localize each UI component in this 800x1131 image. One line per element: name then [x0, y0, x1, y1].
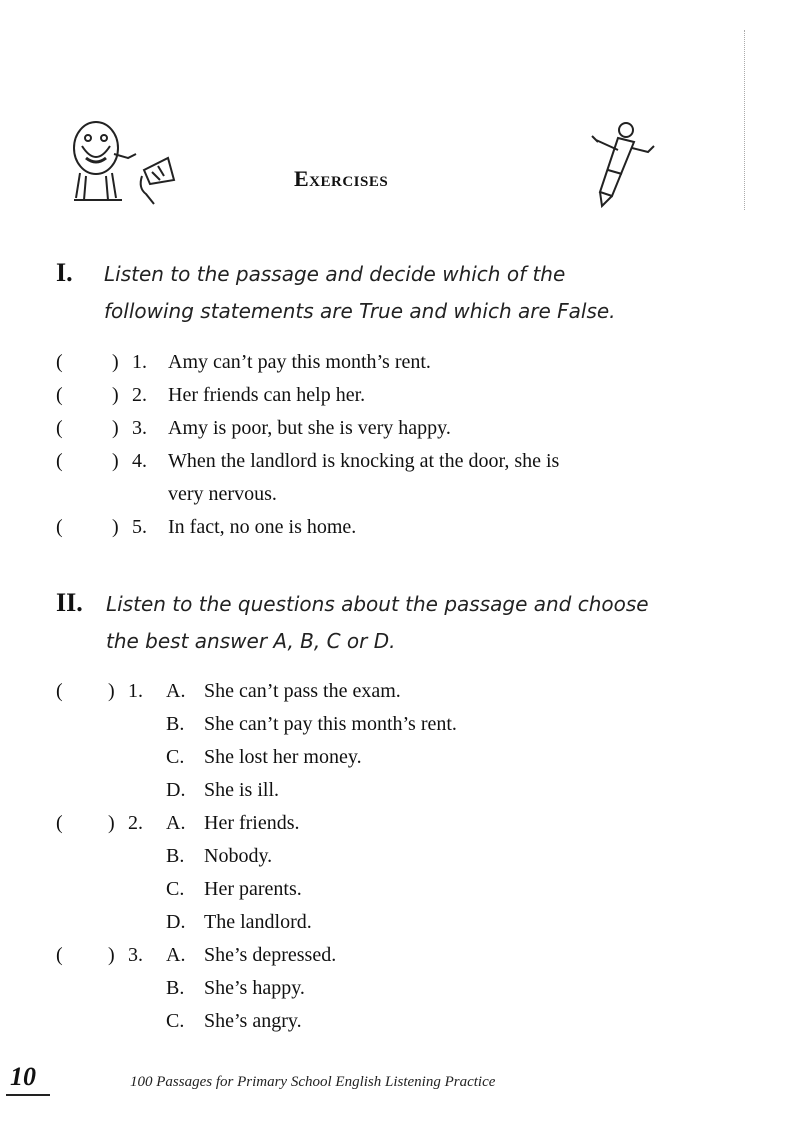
option-text: She can’t pass the exam. — [204, 680, 401, 702]
answer-blank[interactable]: ( — [56, 812, 63, 834]
page-title: Exercises — [294, 166, 389, 191]
option-text: Nobody. — [204, 845, 273, 867]
question-number: 3. — [128, 944, 143, 966]
option-text: Her parents. — [204, 878, 302, 900]
item-number: 1. — [132, 351, 147, 373]
item-text: Amy is poor, but she is very happy. — [168, 417, 451, 439]
option-text: The landlord. — [204, 911, 312, 933]
section1-instruction-line1: Listen to the passage and decide which of the — [104, 262, 566, 286]
section1-number: I. — [56, 258, 73, 287]
option-text: She can’t pay this month’s rent. — [204, 713, 457, 735]
answer-blank-close: ) — [112, 417, 119, 439]
option-text: She is ill. — [204, 779, 280, 801]
option-letter: A. — [166, 680, 186, 702]
item-number: 5. — [132, 516, 147, 538]
answer-blank[interactable]: ( — [56, 384, 63, 406]
option-letter: C. — [166, 1010, 185, 1032]
item-number: 3. — [132, 417, 147, 439]
answer-blank-close: ) — [112, 384, 119, 406]
item-text: Her friends can help her. — [168, 384, 366, 406]
item-text: Amy can’t pay this month’s rent. — [168, 351, 431, 373]
item-number: 2. — [132, 384, 147, 406]
answer-blank-close: ) — [112, 450, 119, 472]
item-text: In fact, no one is home. — [168, 516, 357, 538]
section2-instruction — [106, 586, 649, 660]
option-letter: D. — [166, 911, 186, 933]
section2-number: II. — [56, 588, 83, 617]
question-number: 1. — [128, 680, 143, 702]
option-text: She’s angry. — [204, 1010, 302, 1032]
section2-instruction-line2: the best answer A, B, C or D. — [106, 629, 396, 653]
answer-blank[interactable]: ( — [56, 516, 63, 538]
scan-edge-mark — [744, 30, 748, 210]
option-text: She lost her money. — [204, 746, 362, 768]
question-number: 2. — [128, 812, 143, 834]
option-text: She’s happy. — [204, 977, 305, 999]
option-letter: C. — [166, 746, 185, 768]
answer-blank[interactable]: ( — [56, 351, 63, 373]
pencil-cartoon-icon — [588, 120, 658, 208]
answer-blank[interactable]: ( — [56, 450, 63, 472]
answer-blank-close: ) — [108, 812, 115, 834]
page-number: 10 — [10, 1062, 36, 1091]
answer-blank-close: ) — [108, 680, 115, 702]
book-title: 100 Passages for Primary School English Listening Practice — [130, 1074, 496, 1090]
section1-instruction — [104, 256, 616, 330]
item-text-continued: very nervous. — [168, 483, 277, 505]
option-letter: D. — [166, 779, 186, 801]
item-number: 4. — [132, 450, 147, 472]
answer-blank[interactable]: ( — [56, 417, 63, 439]
option-letter: A. — [166, 812, 186, 834]
answer-blank[interactable]: ( — [56, 944, 63, 966]
speaker-cartoon-icon — [66, 118, 184, 208]
option-letter: B. — [166, 977, 185, 999]
page-number-underline — [6, 1094, 50, 1096]
option-letter: B. — [166, 845, 185, 867]
item-text: When the landlord is knocking at the door, she is — [168, 450, 560, 472]
section1-instruction-line2: following statements are True and which are False. — [104, 299, 616, 323]
option-letter: A. — [166, 944, 186, 966]
answer-blank-close: ) — [108, 944, 115, 966]
option-text: Her friends. — [204, 812, 300, 834]
option-letter: B. — [166, 713, 185, 735]
option-text: She’s depressed. — [204, 944, 337, 966]
answer-blank-close: ) — [112, 516, 119, 538]
section2-instruction-line1: Listen to the questions about the passage and choose — [106, 592, 649, 616]
answer-blank[interactable]: ( — [56, 680, 63, 702]
answer-blank-close: ) — [112, 351, 119, 373]
option-letter: C. — [166, 878, 185, 900]
